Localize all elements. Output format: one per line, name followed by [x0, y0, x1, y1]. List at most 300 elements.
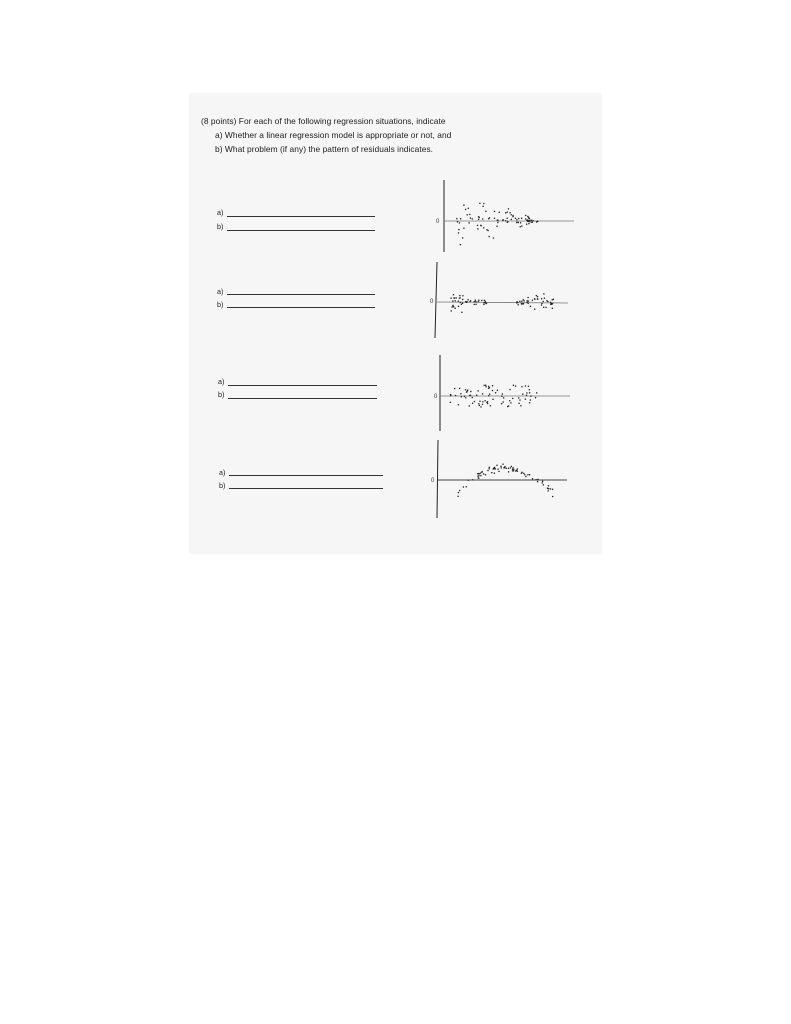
- residual-point: [521, 386, 523, 388]
- residual-point: [542, 301, 544, 303]
- residual-point: [458, 229, 460, 231]
- residual-point: [509, 212, 511, 214]
- residual-point: [470, 391, 472, 393]
- residual-point: [475, 299, 477, 301]
- residual-point: [483, 473, 485, 475]
- residual-point: [537, 481, 539, 483]
- residual-point: [484, 299, 486, 301]
- residual-point: [529, 402, 531, 404]
- residual-point: [466, 486, 468, 488]
- residual-point: [490, 405, 492, 407]
- residual-point: [476, 394, 478, 396]
- residual-point: [526, 394, 528, 396]
- answer-a-line: [229, 475, 383, 476]
- residual-point: [495, 468, 497, 470]
- residual-point: [545, 307, 547, 309]
- residual-point: [517, 470, 519, 472]
- residual-point: [482, 393, 484, 395]
- residual-point: [533, 220, 535, 222]
- residual-point: [510, 214, 512, 216]
- residual-point: [483, 203, 485, 205]
- residual-point: [529, 217, 531, 219]
- residual-point: [519, 226, 521, 228]
- residual-point: [480, 225, 482, 227]
- residual-point: [496, 225, 498, 227]
- residual-point: [506, 217, 508, 219]
- residual-point: [455, 297, 457, 299]
- residual-point: [465, 209, 467, 211]
- residual-point: [527, 474, 529, 476]
- residual-point: [505, 212, 507, 214]
- residual-point: [518, 222, 520, 224]
- residual-point: [523, 300, 525, 302]
- residual-point: [535, 479, 537, 481]
- residual-point: [550, 302, 552, 304]
- residual-point: [453, 306, 455, 308]
- zero-label: 0: [434, 394, 438, 400]
- residual-point: [541, 298, 543, 300]
- residual-point: [521, 217, 523, 219]
- residual-point: [531, 221, 533, 223]
- instruction-a: a) Whether a linear regression model is appropriate or not, and: [215, 130, 452, 140]
- residual-point: [472, 218, 474, 220]
- residual-point: [452, 305, 454, 307]
- residual-point: [492, 385, 494, 387]
- residual-point: [518, 403, 520, 405]
- residual-point: [485, 210, 487, 212]
- residual-point: [453, 294, 455, 296]
- residual-point: [466, 390, 468, 392]
- residual-point: [512, 215, 514, 217]
- residual-point: [463, 486, 465, 488]
- residual-point: [530, 399, 532, 401]
- residual-point: [480, 472, 482, 474]
- residual-point: [535, 397, 537, 399]
- residual-point: [489, 393, 491, 395]
- residual-point: [508, 468, 510, 470]
- residual-point: [497, 222, 499, 224]
- residual-point: [507, 221, 509, 223]
- residual-point: [501, 403, 503, 405]
- residual-point: [479, 203, 481, 205]
- residual-point: [519, 300, 521, 302]
- residual-point: [522, 299, 524, 301]
- answer-b-line: [229, 488, 383, 489]
- residual-point: [521, 301, 523, 303]
- residual-point: [457, 495, 459, 497]
- residual-point: [485, 474, 487, 476]
- residual-point: [466, 214, 468, 216]
- residual-point: [470, 300, 472, 302]
- residual-point: [542, 481, 544, 483]
- residual-point: [547, 490, 549, 492]
- zero-line: [437, 302, 568, 303]
- residual-point: [551, 299, 553, 301]
- residual-point: [477, 390, 479, 392]
- residual-point: [483, 384, 485, 386]
- residual-point: [472, 479, 474, 481]
- residual-plot-3: [430, 355, 575, 431]
- residual-point: [488, 236, 490, 238]
- answer-a-label: a): [217, 287, 224, 296]
- residual-point: [450, 395, 452, 397]
- residual-point: [469, 214, 471, 216]
- zero-label: 0: [436, 219, 440, 225]
- answer-b-line: [227, 307, 375, 308]
- residual-point: [516, 302, 518, 304]
- residual-point: [489, 217, 491, 219]
- residual-point: [508, 405, 510, 407]
- residual-point: [462, 295, 464, 297]
- residual-point: [482, 401, 484, 403]
- answer-b-label: b): [217, 300, 224, 309]
- residual-point: [500, 467, 502, 469]
- residual-point: [460, 218, 462, 220]
- residual-point: [471, 397, 473, 399]
- residual-point: [496, 464, 498, 466]
- residual-point: [497, 389, 499, 391]
- residual-point: [537, 296, 539, 298]
- residual-point: [529, 389, 531, 391]
- residual-points: [456, 203, 538, 246]
- answer-b-label: b): [218, 390, 225, 399]
- residual-point: [542, 482, 544, 484]
- residual-point: [512, 470, 514, 472]
- residual-point: [552, 308, 554, 310]
- residual-point: [483, 302, 485, 304]
- residual-point: [503, 397, 505, 399]
- residual-point: [492, 398, 494, 400]
- answer-a-label: a): [219, 468, 226, 477]
- residual-point: [491, 472, 493, 474]
- residual-point: [497, 220, 499, 222]
- residual-point: [528, 223, 530, 225]
- residual-point: [494, 472, 496, 474]
- residual-point: [544, 298, 546, 300]
- residual-point: [504, 467, 506, 469]
- residual-point: [488, 386, 490, 388]
- residual-point: [462, 303, 464, 305]
- residual-point: [529, 392, 531, 394]
- residual-point: [487, 470, 489, 472]
- residual-point: [482, 404, 484, 406]
- answer-a-line: [227, 216, 375, 217]
- residual-point: [466, 302, 468, 304]
- residual-point: [493, 468, 495, 470]
- residual-point: [477, 301, 479, 303]
- residual-point: [480, 475, 482, 477]
- residual-point: [469, 395, 471, 397]
- residual-point: [489, 466, 491, 468]
- residual-point: [515, 385, 517, 387]
- residual-point: [488, 395, 490, 397]
- residual-point: [493, 237, 495, 239]
- residual-point: [479, 401, 481, 403]
- y-axis: [437, 440, 438, 518]
- residual-point: [527, 216, 529, 218]
- residual-point: [512, 398, 514, 400]
- residual-point: [487, 401, 489, 403]
- residual-point: [483, 304, 485, 306]
- residual-point: [472, 403, 474, 405]
- residual-point: [474, 301, 476, 303]
- residual-point: [458, 492, 460, 494]
- residual-point: [532, 300, 534, 302]
- residual-point: [478, 216, 480, 218]
- residual-point: [461, 304, 463, 306]
- residual-point: [475, 304, 477, 306]
- residual-point: [477, 228, 479, 230]
- residual-point: [509, 400, 511, 402]
- residual-point: [534, 308, 536, 310]
- residual-point: [485, 386, 487, 388]
- residual-plot-2: [428, 262, 578, 338]
- residual-point: [543, 293, 545, 295]
- residual-point: [482, 218, 484, 220]
- residual-point: [483, 227, 485, 229]
- residual-point: [548, 488, 550, 490]
- residual-point: [465, 397, 467, 399]
- residual-point: [537, 221, 539, 223]
- residual-point: [479, 405, 481, 407]
- residual-point: [527, 303, 529, 305]
- residual-point: [463, 204, 465, 206]
- residual-point: [532, 478, 534, 480]
- residual-point: [497, 468, 499, 470]
- residual-point: [548, 485, 550, 487]
- residual-point: [513, 384, 515, 386]
- residual-point: [501, 395, 503, 397]
- residual-point: [502, 393, 504, 395]
- residual-point: [508, 208, 510, 210]
- residual-point: [520, 405, 522, 407]
- residual-point: [518, 397, 520, 399]
- residual-point: [487, 230, 489, 232]
- residual-point: [481, 300, 483, 302]
- residual-point: [529, 221, 531, 223]
- residual-point: [526, 223, 528, 225]
- residual-point: [450, 310, 452, 312]
- residual-point: [467, 299, 469, 301]
- residual-point: [457, 221, 459, 223]
- residual-point: [525, 218, 527, 220]
- residual-point: [527, 297, 529, 299]
- residual-point: [508, 471, 510, 473]
- residual-point: [463, 227, 465, 229]
- residual-point: [478, 218, 480, 220]
- residual-point: [468, 222, 470, 224]
- question-header: (8 points) For each of the following regression situations, indicate: [201, 116, 446, 126]
- answer-b-line: [227, 230, 375, 231]
- residual-point: [474, 401, 476, 403]
- residual-point: [516, 219, 518, 221]
- residual-point: [552, 489, 554, 491]
- residual-point: [492, 390, 494, 392]
- residual-point: [454, 308, 456, 310]
- residual-point: [454, 300, 456, 302]
- residual-point: [537, 298, 539, 300]
- residual-point: [458, 305, 460, 307]
- residual-point: [494, 467, 496, 469]
- answer-a-label: a): [218, 377, 225, 386]
- residual-point: [495, 392, 497, 394]
- answer-b-line: [228, 398, 377, 399]
- residual-point: [459, 388, 461, 390]
- residual-point: [458, 232, 460, 234]
- residual-point: [488, 468, 490, 470]
- residual-point: [505, 220, 507, 222]
- residual-point: [506, 211, 508, 213]
- residual-point: [536, 392, 538, 394]
- residual-point: [510, 467, 512, 469]
- residual-point: [455, 395, 457, 397]
- residual-point: [534, 298, 536, 300]
- residual-point: [459, 295, 461, 297]
- residual-point: [525, 215, 527, 217]
- residual-point: [530, 395, 532, 397]
- residual-point: [505, 468, 507, 470]
- residual-point: [459, 297, 461, 299]
- residual-point: [477, 473, 479, 475]
- residual-point: [485, 302, 487, 304]
- residual-point: [478, 403, 480, 405]
- residual-point: [482, 205, 484, 207]
- residual-point: [513, 469, 515, 471]
- residual-point: [460, 244, 462, 246]
- residual-point: [462, 299, 464, 301]
- residual-point: [546, 300, 548, 302]
- residual-point: [456, 218, 458, 220]
- residual-point: [528, 220, 530, 222]
- answer-a-line: [227, 294, 375, 295]
- y-axis: [435, 262, 437, 338]
- residual-point: [511, 466, 513, 468]
- residual-point: [500, 465, 502, 467]
- residual-point: [541, 304, 543, 306]
- residual-point: [511, 219, 513, 221]
- residual-point: [530, 306, 532, 308]
- residual-point: [460, 302, 462, 304]
- answer-b-label: b): [217, 222, 224, 231]
- answer-a-label: a): [217, 208, 224, 217]
- zero-label: 0: [430, 299, 434, 305]
- residual-point: [525, 398, 527, 400]
- residual-point: [475, 301, 477, 303]
- residual-point: [512, 467, 514, 469]
- residual-plot-1: [430, 180, 580, 252]
- residual-point: [521, 225, 523, 227]
- answer-b-label: b): [219, 481, 226, 490]
- zero-label: 0: [431, 478, 435, 484]
- residual-point: [541, 303, 543, 305]
- residual-point: [465, 389, 467, 391]
- residual-point: [494, 211, 496, 213]
- residual-point: [454, 388, 456, 390]
- residual-point: [517, 304, 519, 306]
- residual-point: [458, 404, 460, 406]
- answer-a-line: [228, 385, 377, 386]
- residual-point: [531, 220, 533, 222]
- residual-point: [460, 393, 462, 395]
- residual-point: [523, 472, 525, 474]
- residual-point: [478, 478, 480, 480]
- residual-point: [543, 484, 545, 486]
- residual-point: [473, 304, 475, 306]
- residual-point: [498, 471, 500, 473]
- residual-point: [484, 400, 486, 402]
- residual-point: [522, 393, 524, 395]
- residual-point: [550, 488, 552, 490]
- residual-point: [477, 225, 479, 227]
- residual-point: [520, 222, 522, 224]
- residual-point: [481, 471, 483, 473]
- residual-point: [470, 217, 472, 219]
- residual-point: [502, 401, 504, 403]
- residual-point: [461, 311, 463, 313]
- residual-point: [462, 237, 464, 239]
- residual-point: [468, 207, 470, 209]
- residual-point: [552, 496, 554, 498]
- residual-point: [536, 295, 538, 297]
- residual-plot-4: [428, 440, 578, 520]
- residual-point: [524, 474, 526, 476]
- residual-point: [451, 306, 453, 308]
- residual-point: [478, 300, 480, 302]
- residual-point: [528, 386, 530, 388]
- residual-point: [509, 389, 511, 391]
- residual-point: [450, 297, 452, 299]
- residual-point: [521, 303, 523, 305]
- residual-point: [477, 475, 479, 477]
- residual-point: [537, 479, 539, 481]
- residual-point: [510, 402, 512, 404]
- residual-point: [552, 303, 554, 305]
- residual-point: [459, 222, 461, 224]
- residual-point: [485, 385, 487, 387]
- residual-point: [469, 405, 471, 407]
- residual-point: [517, 468, 519, 470]
- residual-point: [502, 463, 504, 465]
- residual-point: [499, 211, 501, 213]
- residual-point: [458, 300, 460, 302]
- residual-point: [494, 218, 496, 220]
- residual-point: [502, 220, 504, 222]
- residual-point: [525, 476, 527, 478]
- residual-point: [525, 385, 527, 387]
- residual-point: [464, 396, 466, 398]
- residual-point: [521, 473, 523, 475]
- residual-point: [518, 218, 520, 220]
- residual-point: [526, 300, 528, 302]
- residual-point: [452, 300, 454, 302]
- residual-point: [543, 306, 545, 308]
- residual-point: [461, 396, 463, 398]
- residual-point: [480, 406, 482, 408]
- residual-point: [526, 392, 528, 394]
- residual-point: [516, 222, 518, 224]
- residual-point: [529, 474, 531, 476]
- residual-point: [459, 490, 461, 492]
- instruction-b: b) What problem (if any) the pattern of residuals indicates.: [215, 144, 434, 154]
- residual-point: [519, 399, 521, 401]
- residual-point: [468, 480, 470, 482]
- residual-point: [515, 217, 517, 219]
- residual-point: [527, 219, 529, 221]
- residual-point: [488, 388, 490, 390]
- residual-point: [450, 402, 452, 404]
- residual-point: [454, 297, 456, 299]
- residual-point: [527, 221, 529, 223]
